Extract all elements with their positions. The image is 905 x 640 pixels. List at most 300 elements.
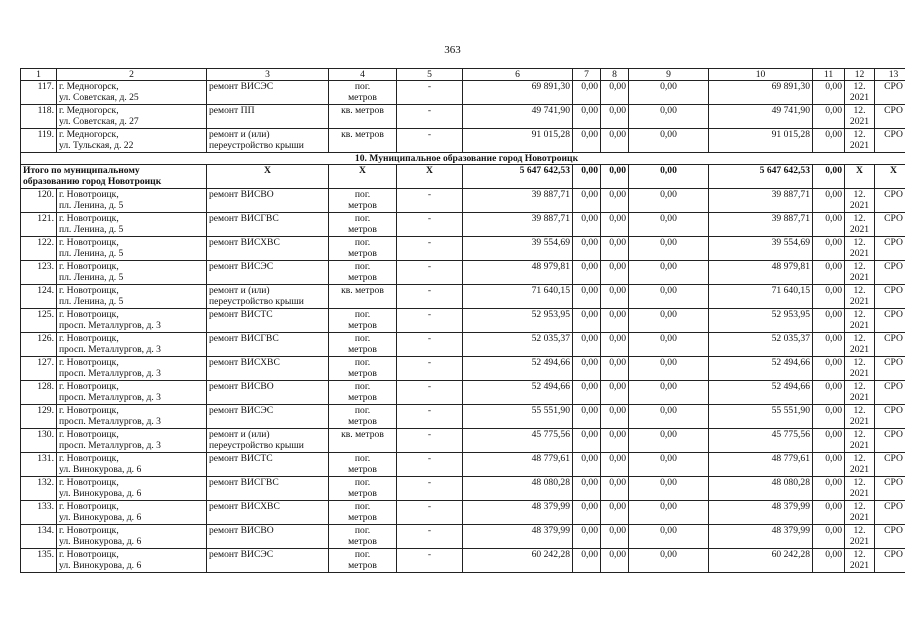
deadline-cell-line-1: 12. (853, 105, 866, 116)
address-cell (57, 453, 207, 477)
address-cell (57, 309, 207, 333)
method-cell: СРО (875, 381, 905, 405)
unit-cell-line-1: пог. (354, 405, 371, 416)
total-cost-cell: 39 887,71 (463, 189, 573, 213)
deadline-cell-line-2: 2021 (849, 416, 870, 428)
work-type-cell (207, 381, 329, 405)
unit-cell (329, 285, 397, 309)
volume-cell: - (397, 129, 463, 153)
other-cell: 0,00 (813, 285, 845, 309)
work-type-cell-line-2: переустройство крыши (209, 296, 304, 308)
fund-cell: 0,00 (573, 285, 601, 309)
volume-cell: - (397, 453, 463, 477)
unit-cell-line-1: пог. (354, 213, 371, 224)
deadline-cell (845, 381, 875, 405)
local-budget-cell: 0,00 (629, 549, 709, 573)
work-type-cell-line-1: ремонт ВИСХВС (209, 357, 280, 368)
deadline-cell (845, 189, 875, 213)
address-cell-line-1: г. Новотроицк, (59, 429, 119, 440)
owner-funds-cell: 48 379,99 (709, 525, 813, 549)
deadline-cell (845, 501, 875, 525)
section-title: 10. Муниципальное образование город Новотроицк (21, 153, 905, 165)
address-cell-line-2: просп. Металлургов, д. 3 (59, 392, 161, 404)
unit-cell-line-1: кв. метров (341, 105, 384, 116)
address-cell-line-2: ул. Советская, д. 25 (59, 92, 139, 104)
work-type-cell (207, 453, 329, 477)
unit-cell-line-1: пог. (354, 261, 371, 272)
row-number: 127. (21, 357, 57, 381)
unit-cell-line-1: пог. (354, 237, 371, 248)
budget-cell: 0,00 (601, 129, 629, 153)
work-type-cell-line-1: ремонт ВИСЭС (209, 81, 274, 92)
volume-cell: - (397, 285, 463, 309)
work-type-cell (207, 477, 329, 501)
table-body (21, 69, 905, 573)
method-cell: СРО (875, 129, 905, 153)
address-cell (57, 81, 207, 105)
deadline-cell-line-1: 12. (853, 129, 866, 140)
address-cell-line-2: просп. Металлургов, д. 3 (59, 440, 161, 452)
column-header: 1 (21, 69, 57, 81)
work-type-cell (207, 333, 329, 357)
unit-cell-line-1: пог. (354, 477, 371, 488)
total-cost-cell: 48 379,99 (463, 525, 573, 549)
owner-funds-cell: 69 891,30 (709, 81, 813, 105)
budget-cell: 0,00 (601, 405, 629, 429)
total-cost-cell: 71 640,15 (463, 285, 573, 309)
row-number: 124. (21, 285, 57, 309)
fund-cell: 0,00 (573, 525, 601, 549)
deadline-cell-line-2: 2021 (849, 440, 870, 452)
table-row (21, 237, 905, 261)
unit-cell (329, 381, 397, 405)
budget-cell: 0,00 (601, 309, 629, 333)
owner-funds-cell: 48 080,28 (709, 477, 813, 501)
address-cell-line-1: г. Новотроицк, (59, 213, 119, 224)
deadline-cell-line-1: 12. (853, 549, 866, 560)
owner-funds-cell: 91 015,28 (709, 129, 813, 153)
column-header: 8 (601, 69, 629, 81)
unit-cell-line-2: метров (348, 464, 377, 476)
work-type-cell-line-1: ремонт ВИСХВС (209, 501, 280, 512)
unit-cell (329, 357, 397, 381)
address-cell-line-1: г. Новотроицк, (59, 309, 119, 320)
unit-cell (329, 477, 397, 501)
total-cost-cell: 48 979,81 (463, 261, 573, 285)
address-cell-line-1: г. Новотроицк, (59, 453, 119, 464)
unit-cell-line-2: метров (348, 392, 377, 404)
unit-cell-line-1: пог. (354, 381, 371, 392)
deadline-cell (845, 261, 875, 285)
owner-funds-cell: 55 551,90 (709, 405, 813, 429)
work-type-cell (207, 189, 329, 213)
fund-cell: 0,00 (573, 405, 601, 429)
deadline-cell (845, 405, 875, 429)
other-cell: 0,00 (813, 357, 845, 381)
total-cost-cell: 60 242,28 (463, 549, 573, 573)
address-cell (57, 525, 207, 549)
table-row (21, 477, 905, 501)
unit-cell-line-2: метров (348, 248, 377, 260)
fund-cell: 0,00 (573, 357, 601, 381)
other-cell: 0,00 (813, 189, 845, 213)
address-cell-line-2: ул. Советская, д. 27 (59, 116, 139, 128)
column-header: 12 (845, 69, 875, 81)
total-c3: X (207, 165, 329, 189)
local-budget-cell: 0,00 (629, 381, 709, 405)
other-cell: 0,00 (813, 381, 845, 405)
address-cell (57, 357, 207, 381)
local-budget-cell: 0,00 (629, 309, 709, 333)
work-type-cell (207, 357, 329, 381)
unit-cell (329, 333, 397, 357)
address-cell-line-1: г. Медногорск, (59, 129, 119, 140)
method-cell: СРО (875, 81, 905, 105)
total-cost-cell: 48 379,99 (463, 501, 573, 525)
other-cell: 0,00 (813, 81, 845, 105)
local-budget-cell: 0,00 (629, 429, 709, 453)
other-cell: 0,00 (813, 105, 845, 129)
fund-cell: 0,00 (573, 237, 601, 261)
method-cell: СРО (875, 105, 905, 129)
repair-schedule-table (20, 68, 905, 573)
unit-cell-line-1: пог. (354, 501, 371, 512)
method-cell: СРО (875, 477, 905, 501)
address-cell-line-2: просп. Металлургов, д. 3 (59, 320, 161, 332)
work-type-cell-line-1: ремонт и (или) (209, 429, 270, 440)
volume-cell: - (397, 189, 463, 213)
method-cell: СРО (875, 453, 905, 477)
address-cell-line-1: г. Новотроицк, (59, 189, 119, 200)
deadline-cell-line-1: 12. (853, 309, 866, 320)
table-row (21, 333, 905, 357)
work-type-cell (207, 285, 329, 309)
row-number: 119. (21, 129, 57, 153)
deadline-cell-line-2: 2021 (849, 488, 870, 500)
budget-cell: 0,00 (601, 477, 629, 501)
deadline-cell (845, 309, 875, 333)
budget-cell: 0,00 (601, 237, 629, 261)
owner-funds-cell: 48 379,99 (709, 501, 813, 525)
other-cell: 0,00 (813, 501, 845, 525)
unit-cell-line-2: метров (348, 560, 377, 572)
deadline-cell (845, 477, 875, 501)
deadline-cell-line-1: 12. (853, 525, 866, 536)
budget-cell: 0,00 (601, 285, 629, 309)
deadline-cell-line-1: 12. (853, 189, 866, 200)
deadline-cell (845, 549, 875, 573)
work-type-cell-line-1: ремонт ВИСЭС (209, 549, 274, 560)
address-cell-line-2: ул. Винокурова, д. 6 (59, 560, 142, 572)
total-owner-sum: 5 647 642,53 (709, 165, 813, 189)
deadline-cell-line-2: 2021 (849, 296, 870, 308)
owner-funds-cell: 52 035,37 (709, 333, 813, 357)
deadline-cell (845, 105, 875, 129)
work-type-cell-line-1: ремонт ВИСВО (209, 525, 274, 536)
volume-cell: - (397, 381, 463, 405)
total-c9: 0,00 (629, 165, 709, 189)
deadline-cell (845, 453, 875, 477)
unit-cell (329, 189, 397, 213)
work-type-cell (207, 549, 329, 573)
total-c5: X (397, 165, 463, 189)
table-row (21, 81, 905, 105)
local-budget-cell: 0,00 (629, 261, 709, 285)
work-type-cell-line-1: ремонт ВИСГВС (209, 213, 279, 224)
unit-cell-line-2: метров (348, 344, 377, 356)
address-cell-line-1: г. Медногорск, (59, 105, 119, 116)
budget-cell: 0,00 (601, 213, 629, 237)
deadline-cell-line-1: 12. (853, 285, 866, 296)
budget-cell: 0,00 (601, 525, 629, 549)
unit-cell-line-1: пог. (354, 453, 371, 464)
deadline-cell (845, 285, 875, 309)
unit-cell-line-1: пог. (354, 309, 371, 320)
work-type-cell-line-2: переустройство крыши (209, 140, 304, 152)
deadline-cell-line-1: 12. (853, 261, 866, 272)
work-type-cell-line-1: ремонт ВИСТС (209, 453, 273, 464)
total-label-line-2: образованию город Новотроицк (23, 176, 162, 188)
column-header: 2 (57, 69, 207, 81)
column-header: 3 (207, 69, 329, 81)
owner-funds-cell: 39 887,71 (709, 189, 813, 213)
table-row (21, 405, 905, 429)
deadline-cell-line-2: 2021 (849, 344, 870, 356)
total-c12: X (845, 165, 875, 189)
deadline-cell-line-1: 12. (853, 81, 866, 92)
method-cell: СРО (875, 189, 905, 213)
deadline-cell-line-1: 12. (853, 405, 866, 416)
column-header: 10 (709, 69, 813, 81)
deadline-cell (845, 429, 875, 453)
address-cell-line-1: г. Новотроицк, (59, 549, 119, 560)
volume-cell: - (397, 81, 463, 105)
unit-cell-line-1: пог. (354, 549, 371, 560)
owner-funds-cell: 49 741,90 (709, 105, 813, 129)
other-cell: 0,00 (813, 429, 845, 453)
unit-cell-line-2: метров (348, 320, 377, 332)
total-cost-cell: 39 887,71 (463, 213, 573, 237)
deadline-cell-line-2: 2021 (849, 536, 870, 548)
other-cell: 0,00 (813, 453, 845, 477)
page-number: 363 (444, 44, 461, 56)
address-cell-line-1: г. Новотроицк, (59, 405, 119, 416)
address-cell-line-1: г. Новотроицк, (59, 501, 119, 512)
volume-cell: - (397, 477, 463, 501)
deadline-cell-line-2: 2021 (849, 320, 870, 332)
total-cost-cell: 52 494,66 (463, 381, 573, 405)
total-c13: X (875, 165, 905, 189)
volume-cell: - (397, 405, 463, 429)
unit-cell-line-2: метров (348, 416, 377, 428)
address-cell-line-2: пл. Ленина, д. 5 (59, 248, 124, 260)
unit-cell-line-2: метров (348, 536, 377, 548)
total-c4: X (329, 165, 397, 189)
unit-cell (329, 81, 397, 105)
column-header: 11 (813, 69, 845, 81)
table-row (21, 357, 905, 381)
table-row (21, 501, 905, 525)
table-row (21, 429, 905, 453)
unit-cell-line-1: пог. (354, 81, 371, 92)
row-number: 122. (21, 237, 57, 261)
address-cell (57, 261, 207, 285)
local-budget-cell: 0,00 (629, 285, 709, 309)
work-type-cell (207, 105, 329, 129)
column-header: 4 (329, 69, 397, 81)
method-cell: СРО (875, 525, 905, 549)
column-number-row (21, 69, 905, 81)
total-cost-cell: 39 554,69 (463, 237, 573, 261)
volume-cell: - (397, 549, 463, 573)
address-cell-line-2: просп. Металлургов, д. 3 (59, 416, 161, 428)
work-type-cell-line-1: ремонт ВИСВО (209, 381, 274, 392)
total-cost-cell: 55 551,90 (463, 405, 573, 429)
work-type-cell-line-1: ремонт ВИСВО (209, 189, 274, 200)
work-type-cell-line-2: переустройство крыши (209, 440, 304, 452)
address-cell-line-2: пл. Ленина, д. 5 (59, 296, 124, 308)
owner-funds-cell: 52 953,95 (709, 309, 813, 333)
total-label (21, 165, 207, 189)
volume-cell: - (397, 261, 463, 285)
fund-cell: 0,00 (573, 333, 601, 357)
total-cost-cell: 45 775,56 (463, 429, 573, 453)
owner-funds-cell: 52 494,66 (709, 357, 813, 381)
deadline-cell-line-1: 12. (853, 429, 866, 440)
deadline-cell-line-1: 12. (853, 453, 866, 464)
fund-cell: 0,00 (573, 105, 601, 129)
work-type-cell (207, 501, 329, 525)
row-number: 132. (21, 477, 57, 501)
deadline-cell-line-2: 2021 (849, 116, 870, 128)
budget-cell: 0,00 (601, 333, 629, 357)
budget-cell: 0,00 (601, 453, 629, 477)
volume-cell: - (397, 105, 463, 129)
address-cell (57, 549, 207, 573)
other-cell: 0,00 (813, 549, 845, 573)
deadline-cell-line-2: 2021 (849, 92, 870, 104)
local-budget-cell: 0,00 (629, 333, 709, 357)
unit-cell (329, 129, 397, 153)
deadline-cell (845, 237, 875, 261)
row-number: 130. (21, 429, 57, 453)
unit-cell (329, 453, 397, 477)
local-budget-cell: 0,00 (629, 501, 709, 525)
unit-cell-line-2: метров (348, 512, 377, 524)
local-budget-cell: 0,00 (629, 129, 709, 153)
unit-cell (329, 213, 397, 237)
deadline-cell-line-1: 12. (853, 381, 866, 392)
owner-funds-cell: 39 887,71 (709, 213, 813, 237)
table-row (21, 105, 905, 129)
unit-cell (329, 549, 397, 573)
deadline-cell-line-2: 2021 (849, 224, 870, 236)
deadline-cell-line-2: 2021 (849, 248, 870, 260)
work-type-cell-line-1: ремонт и (или) (209, 129, 270, 140)
deadline-cell-line-1: 12. (853, 213, 866, 224)
address-cell (57, 285, 207, 309)
address-cell-line-2: ул. Винокурова, д. 6 (59, 536, 142, 548)
table-row (21, 189, 905, 213)
method-cell: СРО (875, 309, 905, 333)
total-cost-cell: 52 035,37 (463, 333, 573, 357)
deadline-cell (845, 129, 875, 153)
total-c8: 0,00 (601, 165, 629, 189)
volume-cell: - (397, 525, 463, 549)
unit-cell (329, 525, 397, 549)
deadline-cell (845, 81, 875, 105)
other-cell: 0,00 (813, 129, 845, 153)
deadline-cell (845, 213, 875, 237)
work-type-cell (207, 429, 329, 453)
fund-cell: 0,00 (573, 453, 601, 477)
row-number: 121. (21, 213, 57, 237)
column-header: 5 (397, 69, 463, 81)
deadline-cell-line-1: 12. (853, 477, 866, 488)
method-cell: СРО (875, 357, 905, 381)
deadline-cell (845, 357, 875, 381)
budget-cell: 0,00 (601, 81, 629, 105)
work-type-cell-line-1: ремонт ПП (209, 105, 255, 116)
address-cell-line-2: ул. Тульская, д. 22 (59, 140, 134, 152)
other-cell: 0,00 (813, 309, 845, 333)
deadline-cell-line-1: 12. (853, 357, 866, 368)
address-cell (57, 189, 207, 213)
unit-cell (329, 105, 397, 129)
deadline-cell-line-2: 2021 (849, 392, 870, 404)
table-row (21, 285, 905, 309)
unit-cell (329, 309, 397, 333)
section-header-row (21, 153, 905, 165)
deadline-cell-line-2: 2021 (849, 560, 870, 572)
work-type-cell (207, 129, 329, 153)
address-cell (57, 429, 207, 453)
address-cell (57, 501, 207, 525)
other-cell: 0,00 (813, 525, 845, 549)
unit-cell-line-2: метров (348, 368, 377, 380)
row-number: 129. (21, 405, 57, 429)
unit-cell-line-1: кв. метров (341, 129, 384, 140)
table-row (21, 261, 905, 285)
owner-funds-cell: 71 640,15 (709, 285, 813, 309)
deadline-cell-line-1: 12. (853, 501, 866, 512)
address-cell (57, 477, 207, 501)
address-cell (57, 237, 207, 261)
fund-cell: 0,00 (573, 501, 601, 525)
work-type-cell (207, 237, 329, 261)
fund-cell: 0,00 (573, 549, 601, 573)
address-cell-line-2: ул. Винокурова, д. 6 (59, 512, 142, 524)
unit-cell-line-2: метров (348, 488, 377, 500)
method-cell: СРО (875, 405, 905, 429)
unit-cell-line-1: пог. (354, 525, 371, 536)
address-cell-line-1: г. Медногорск, (59, 81, 119, 92)
method-cell: СРО (875, 285, 905, 309)
deadline-cell-line-2: 2021 (849, 140, 870, 152)
local-budget-cell: 0,00 (629, 525, 709, 549)
deadline-cell-line-2: 2021 (849, 512, 870, 524)
unit-cell (329, 261, 397, 285)
address-cell (57, 333, 207, 357)
budget-cell: 0,00 (601, 357, 629, 381)
address-cell-line-1: г. Новотроицк, (59, 261, 119, 272)
volume-cell: - (397, 357, 463, 381)
address-cell (57, 213, 207, 237)
work-type-cell-line-1: ремонт ВИСЭС (209, 405, 274, 416)
unit-cell-line-2: метров (348, 272, 377, 284)
unit-cell-line-2: метров (348, 200, 377, 212)
method-cell: СРО (875, 333, 905, 357)
